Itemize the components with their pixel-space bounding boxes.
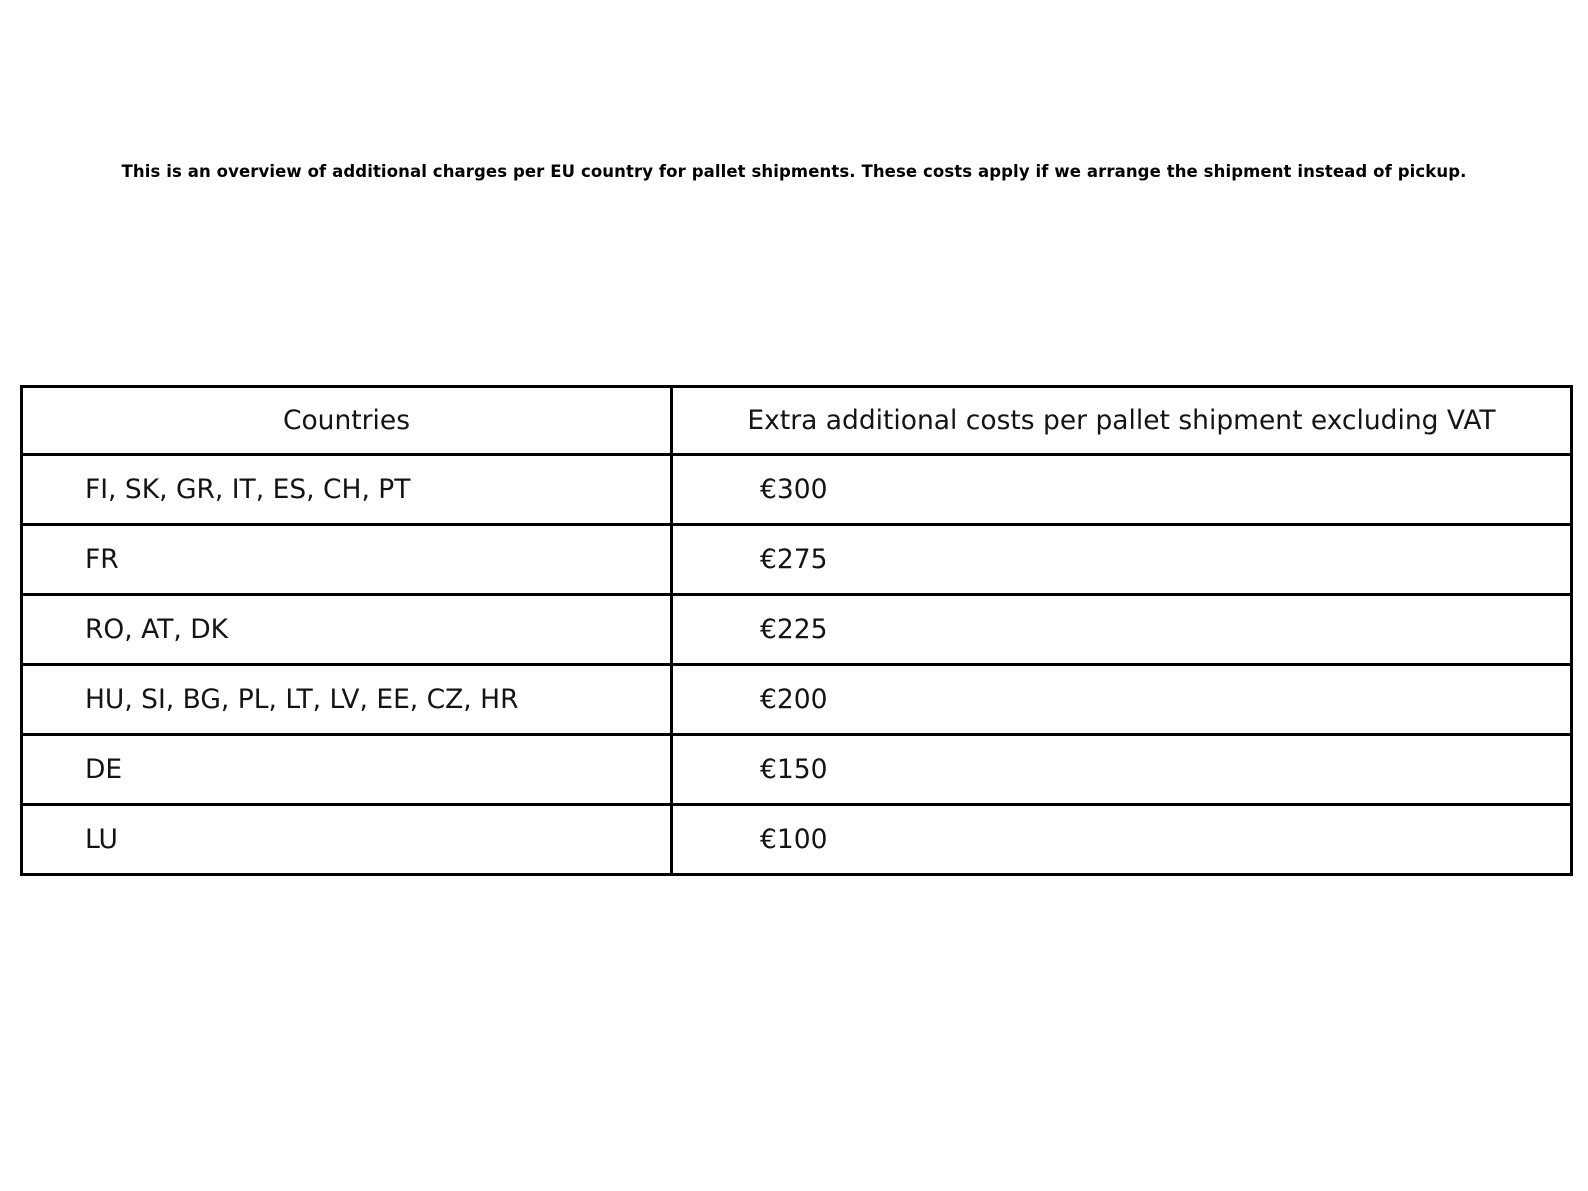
cost-cell: €300 bbox=[672, 455, 1572, 525]
countries-cell: LU bbox=[22, 805, 672, 875]
charges-table bbox=[20, 385, 1573, 876]
cost-cell: €275 bbox=[672, 525, 1572, 595]
table-row bbox=[22, 735, 1572, 805]
charges-table-header bbox=[22, 387, 1572, 455]
table-row bbox=[22, 455, 1572, 525]
countries-cell: RO, AT, DK bbox=[22, 595, 672, 665]
countries-cell: DE bbox=[22, 735, 672, 805]
countries-cell: FI, SK, GR, IT, ES, CH, PT bbox=[22, 455, 672, 525]
countries-cell: HU, SI, BG, PL, LT, LV, EE, CZ, HR bbox=[22, 665, 672, 735]
cost-cell: €100 bbox=[672, 805, 1572, 875]
page-title: This is an overview of additional charges per EU country for pallet shipments. These costs apply if we arrange the shipment instead of pickup. bbox=[121, 162, 1467, 181]
cost-column-header: Extra additional costs per pallet shipment excluding VAT bbox=[672, 387, 1572, 455]
header-row bbox=[22, 387, 1572, 455]
charges-table-body bbox=[22, 455, 1572, 875]
countries-column-header: Countries bbox=[22, 387, 672, 455]
cost-cell: €150 bbox=[672, 735, 1572, 805]
table-row bbox=[22, 805, 1572, 875]
table-row bbox=[22, 525, 1572, 595]
cost-cell: €225 bbox=[672, 595, 1572, 665]
countries-cell: FR bbox=[22, 525, 672, 595]
table-row bbox=[22, 665, 1572, 735]
cost-cell: €200 bbox=[672, 665, 1572, 735]
table-row bbox=[22, 595, 1572, 665]
